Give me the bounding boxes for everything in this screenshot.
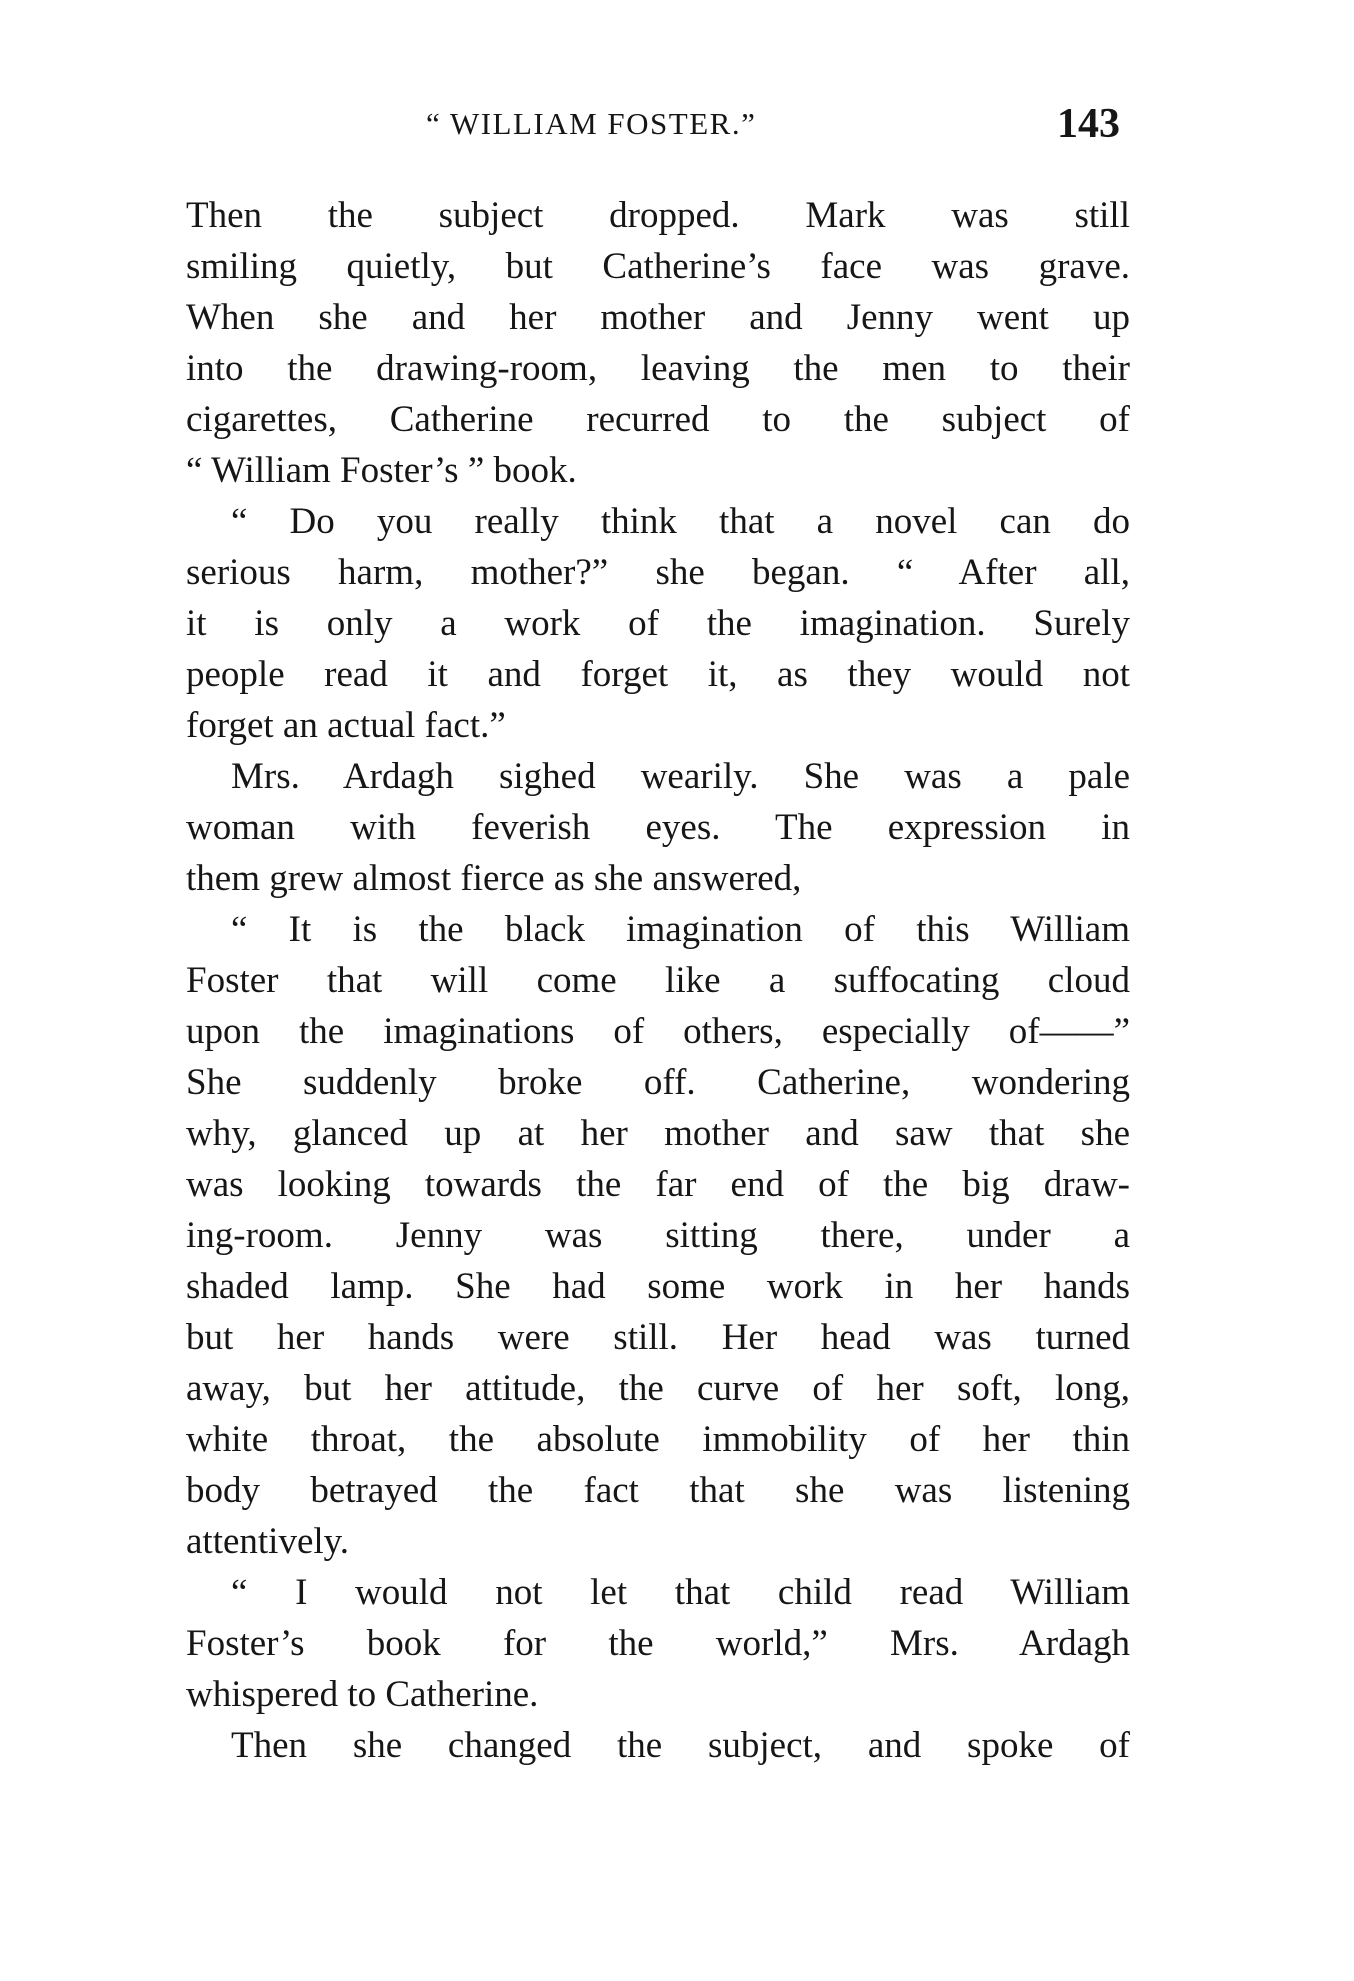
text-line: cigarettes, Catherine recurred to the subject of — [186, 399, 1130, 440]
text-line: When she and her mother and Jenny went up — [186, 297, 1130, 338]
page-number: 143 — [1057, 101, 1120, 147]
body-text — [186, 190, 1130, 1771]
text-line: woman with feverish eyes. The expression in — [186, 807, 1130, 848]
text-line: Then the subject dropped. Mark was still — [186, 195, 1130, 236]
text-line: “ William Foster’s ” book. — [186, 450, 577, 491]
text-line: serious harm, mother?” she began. “ After all, — [186, 552, 1130, 593]
text-line: why, glanced up at her mother and saw that she — [186, 1113, 1130, 1154]
text-line: Foster that will come like a suffocating cloud — [186, 960, 1130, 1001]
running-head — [186, 100, 1130, 160]
text-line: into the drawing-room, leaving the men to their — [186, 348, 1130, 389]
text-line: shaded lamp. She had some work in her hands — [186, 1266, 1130, 1307]
paragraph-start-line: “ I would not let that child read William — [231, 1572, 1130, 1613]
paragraph-start-line: “ Do you really think that a novel can do — [231, 501, 1130, 542]
text-line: attentively. — [186, 1521, 350, 1562]
text-line: but her hands were still. Her head was turned — [186, 1317, 1130, 1358]
text-line: Foster’s book for the world,” Mrs. Ardagh — [186, 1623, 1130, 1664]
text-line: ing-room. Jenny was sitting there, under a — [186, 1215, 1130, 1256]
text-line: upon the imaginations of others, especially of——” — [186, 1011, 1130, 1052]
running-title: “ WILLIAM FOSTER.” — [426, 106, 757, 141]
text-line: forget an actual fact.” — [186, 705, 506, 746]
text-line: white throat, the absolute immobility of her thin — [186, 1419, 1130, 1460]
text-line: away, but her attitude, the curve of her soft, long, — [186, 1368, 1130, 1409]
paragraph-start-line: “ It is the black imagination of this William — [231, 909, 1130, 950]
text-line: was looking towards the far end of the big draw- — [186, 1164, 1130, 1205]
paragraph-start-line: Then she changed the subject, and spoke of — [231, 1725, 1130, 1766]
text-line: whispered to Catherine. — [186, 1674, 539, 1715]
text-line: people read it and forget it, as they would not — [186, 654, 1130, 695]
text-line: it is only a work of the imagination. Surely — [186, 603, 1130, 644]
text-line: smiling quietly, but Catherine’s face was grave. — [186, 246, 1130, 287]
text-line: them grew almost fierce as she answered, — [186, 858, 802, 899]
paragraph-start-line: Mrs. Ardagh sighed wearily. She was a pale — [231, 756, 1130, 797]
text-line: body betrayed the fact that she was listening — [186, 1470, 1130, 1511]
text-line: She suddenly broke off. Catherine, wondering — [186, 1062, 1130, 1103]
